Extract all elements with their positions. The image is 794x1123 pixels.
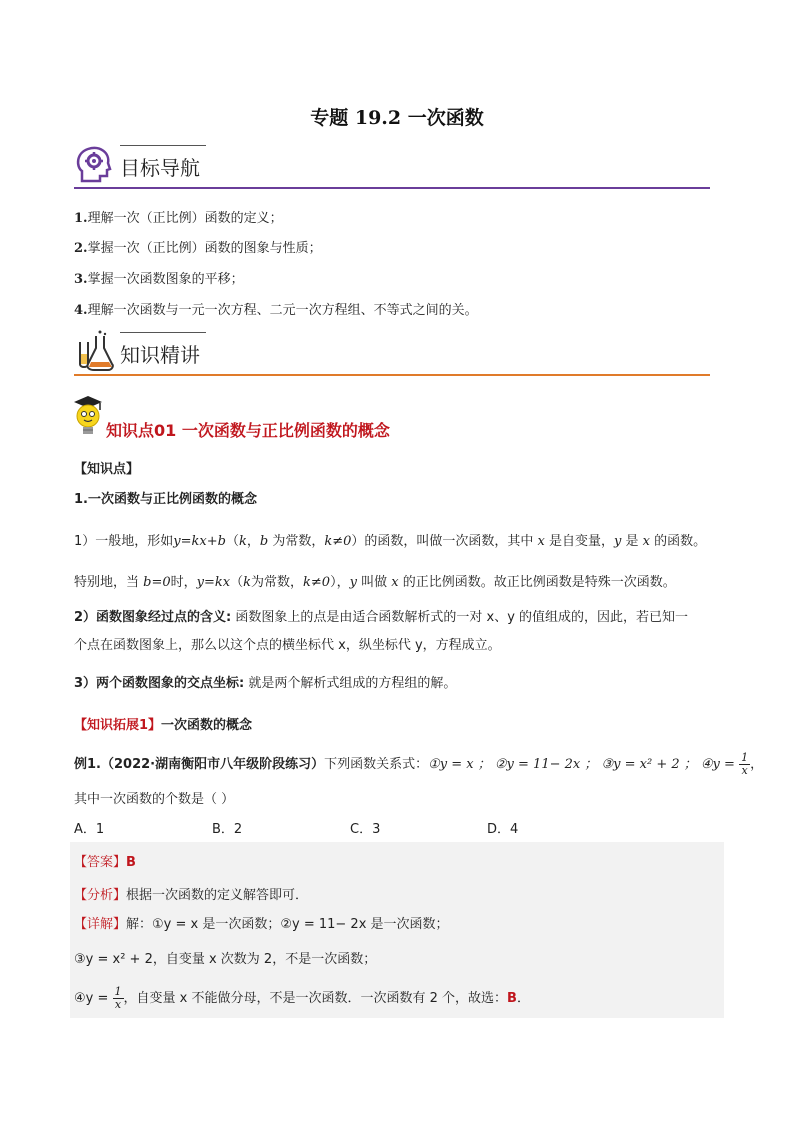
section-rule <box>74 187 710 189</box>
concept-heading: 1.一次函数与正比例函数的概念 <box>74 492 257 507</box>
proportional-paragraph: 特别地，当 b=0时，y=kx（k为常数，k≠0），y 叫做 x 的正比例函数。故正比例函数是特殊一次函数。 <box>74 575 676 590</box>
option-b: B．2 <box>212 822 243 837</box>
analysis-line: 【分析】根据一次函数的定义解答即可． <box>74 888 309 903</box>
example-question-cont: 其中一次函数的个数是（ ） <box>74 792 235 807</box>
section-label: 目标导航 <box>120 156 200 180</box>
knowledge-point-header <box>72 394 712 440</box>
detail-line-2: ③y = x² + 2，自变量 x 次数为 2，不是一次函数； <box>74 952 377 967</box>
graph-point-paragraph-cont: 个点在函数图象上，那么以这个点的横坐标代 x，纵坐标代 y，方程成立。 <box>74 638 501 653</box>
flask-icon <box>74 330 116 372</box>
header-topline <box>120 145 206 146</box>
option-d: D．4 <box>487 822 519 837</box>
option-c: C．3 <box>350 822 381 837</box>
answer-line: 【答案】B <box>74 855 136 870</box>
goal-item-4: 4.理解一次函数与一元一次方程、二元一次方程组、不等式之间的关。 <box>74 303 478 318</box>
section-rule <box>74 374 710 376</box>
lightbulb-icon <box>72 394 106 438</box>
knowledge-point-title: 知识点01 一次函数与正比例函数的概念 <box>106 421 390 440</box>
section-header-knowledge <box>74 330 710 376</box>
definition-paragraph: 1）一般地，形如y=kx+b（k，b 为常数，k≠0）的函数，叫做一次函数，其中 x 是自变量，y 是 x 的函数。 <box>74 534 707 549</box>
extension-heading: 【知识拓展1】一次函数的概念 <box>74 718 253 733</box>
header-topline <box>120 332 206 333</box>
head-gear-icon <box>74 143 116 185</box>
goal-item-1: 1.理解一次（正比例）函数的定义； <box>74 211 283 226</box>
knowledge-tag: 【知识点】 <box>74 462 140 477</box>
fraction: $\frac{1}{x}$ <box>741 751 749 777</box>
example-question: 例1.（2022·湖南衡阳市八年级阶段练习）下列函数关系式：①y = x ； ②y = 11− 2x ； ③y = x² + 2 ； ④y = $\frac{1}{x}$ ， <box>74 751 764 777</box>
section-header-goals <box>74 143 710 189</box>
detail-line-1: 【详解】解：①y = x 是一次函数；②y = 11− 2x 是一次函数； <box>74 917 449 932</box>
fraction: $\frac{1}{x}$ <box>114 985 122 1011</box>
section-label: 知识精讲 <box>120 343 200 367</box>
intersection-paragraph: 3）两个函数图象的交点坐标: 就是两个解析式组成的方程组的解。 <box>74 676 457 691</box>
graph-point-paragraph: 2）函数图象经过点的含义: 函数图象上的点是由适合函数解析式的一对 x、y 的值组成的，因此，若已知一 <box>74 610 689 625</box>
goal-item-2: 2.掌握一次（正比例）函数的图象与性质； <box>74 241 322 256</box>
option-a: A．1 <box>74 822 105 837</box>
page-title: 专题 19.2 一次函数 <box>310 107 484 129</box>
detail-line-3: ④y = $\frac{1}{x}$ ，自变量 x 不能做分母，不是一次函数．一次函数有 2 个，故选：B． <box>74 985 530 1011</box>
goal-item-3: 3.掌握一次函数图象的平移； <box>74 272 244 287</box>
